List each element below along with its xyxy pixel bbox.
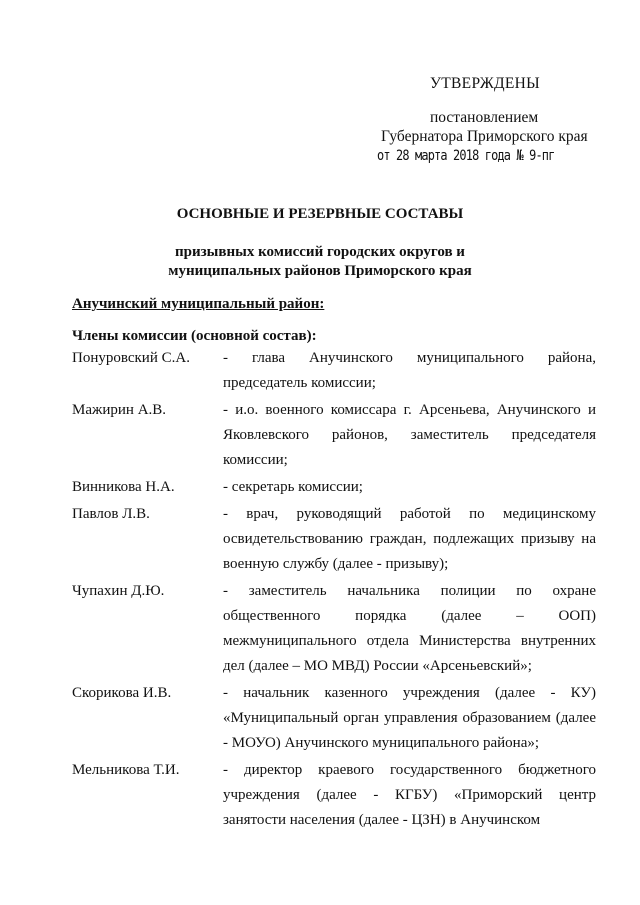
members-list xyxy=(72,346,596,835)
document-title: ОСНОВНЫЕ И РЕЗЕРВНЫЕ СОСТАВЫ xyxy=(176,206,464,222)
member-row xyxy=(72,398,596,473)
member-name: Мельникова Т.И. xyxy=(72,762,180,778)
approval-stamp xyxy=(0,0,640,170)
member-row xyxy=(72,758,596,833)
member-role: - секретарь комиссии; xyxy=(223,479,363,495)
member-row xyxy=(72,346,596,396)
approval-line-3: от 28 марта 2018 года № 9-пг xyxy=(377,148,555,164)
member-name: Мажирин А.В. xyxy=(72,402,167,418)
member-name: Винникова Н.А. xyxy=(72,479,175,495)
member-name: Павлов Л.В. xyxy=(72,506,150,522)
members-heading: Члены комиссии (основной состав): xyxy=(72,328,317,344)
member-role: - начальник казенного учреждения (далее - КУ) «Муниципальный орган управления образованием (далее - МОУО) Анучинского муниципального района»; xyxy=(223,685,596,751)
district-heading: Анучинский муниципальный район: xyxy=(72,296,325,312)
member-role: - врач, руководящий работой по медицинскому освидетельствованию граждан, подлежащих призыву на военную службу (далее - призыву); xyxy=(223,506,596,572)
subtitle-line-2: муниципальных районов Приморского края xyxy=(168,263,472,279)
approval-line-2: Губернатора Приморского края xyxy=(381,128,588,145)
member-role: - директор краевого государственного бюджетного учреждения (далее - КГБУ) «Приморский центр занятости населения (далее - ЦЗН) в Анучинском xyxy=(223,762,596,828)
member-row xyxy=(72,502,596,577)
document-subtitle xyxy=(0,243,640,281)
member-name: Понуровский С.А. xyxy=(72,350,190,366)
member-name: Чупахин Д.Ю. xyxy=(72,583,165,599)
member-role: - глава Анучинского муниципального района, председатель комиссии; xyxy=(223,350,596,391)
member-row xyxy=(72,475,596,500)
member-name: Скорикова И.В. xyxy=(72,685,172,701)
member-role: - и.о. военного комиссара г. Арсеньева, Анучинского и Яковлевского районов, заместитель председателя комиссии; xyxy=(223,402,596,468)
member-role: - заместитель начальника полиции по охране общественного порядка (далее – ООП) межмуниципального отдела Министерства внутренних дел (далее – МО МВД) России «Арсеньевский»; xyxy=(223,583,596,674)
subtitle-line-1: призывных комиссий городских округов и xyxy=(175,244,465,260)
member-row xyxy=(72,579,596,679)
approval-line-1: постановлением xyxy=(430,109,539,126)
approval-title: УТВЕРЖДЕНЫ xyxy=(430,75,540,92)
member-row xyxy=(72,681,596,756)
